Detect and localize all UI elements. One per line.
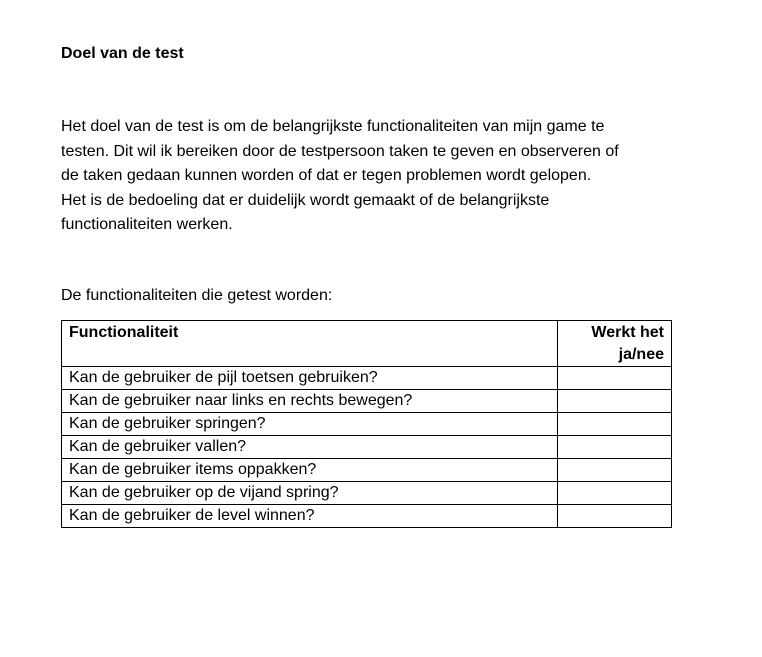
table-header-row <box>62 321 672 367</box>
functionality-cell: Kan de gebruiker de pijl toetsen gebruiken? <box>62 367 558 390</box>
header-works <box>557 321 671 367</box>
intro-line: de taken gedaan kunnen worden of dat er tegen problemen wordt gelopen. <box>61 167 592 184</box>
intro-paragraph <box>61 115 701 238</box>
works-cell <box>557 482 671 505</box>
header-functionality: Functionaliteit <box>62 321 558 367</box>
works-cell <box>557 436 671 459</box>
table-caption: De functionaliteiten die getest worden: <box>61 287 333 304</box>
works-cell <box>557 367 671 390</box>
table-row <box>62 482 672 505</box>
intro-line: Het is de bedoeling dat er duidelijk wordt gemaakt of de belangrijkste <box>61 191 550 209</box>
header-works-line1: Werkt het <box>591 324 664 341</box>
header-works-line2: ja/nee <box>618 346 664 363</box>
section-heading: Doel van de test <box>61 45 184 62</box>
functionality-table <box>61 320 672 528</box>
functionality-cell: Kan de gebruiker op de vijand spring? <box>62 482 558 505</box>
works-cell <box>557 390 671 413</box>
functionality-cell: Kan de gebruiker springen? <box>62 413 558 436</box>
works-cell <box>557 505 671 528</box>
works-cell <box>557 413 671 436</box>
intro-line: testen. Dit wil ik bereiken door de testpersoon taken te geven en observeren of <box>61 142 619 160</box>
table-row <box>62 367 672 390</box>
table-row <box>62 459 672 482</box>
table-row <box>62 505 672 528</box>
table-row <box>62 436 672 459</box>
table-row <box>62 390 672 413</box>
table-row <box>62 413 672 436</box>
intro-line: Het doel van de test is om de belangrijkste functionaliteiten van mijn game te <box>61 118 605 135</box>
functionality-cell: Kan de gebruiker items oppakken? <box>62 459 558 482</box>
functionality-cell: Kan de gebruiker naar links en rechts bewegen? <box>62 390 558 413</box>
intro-line: functionaliteiten werken. <box>61 216 233 233</box>
functionality-cell: Kan de gebruiker vallen? <box>62 436 558 459</box>
functionality-cell: Kan de gebruiker de level winnen? <box>62 505 558 528</box>
works-cell <box>557 459 671 482</box>
